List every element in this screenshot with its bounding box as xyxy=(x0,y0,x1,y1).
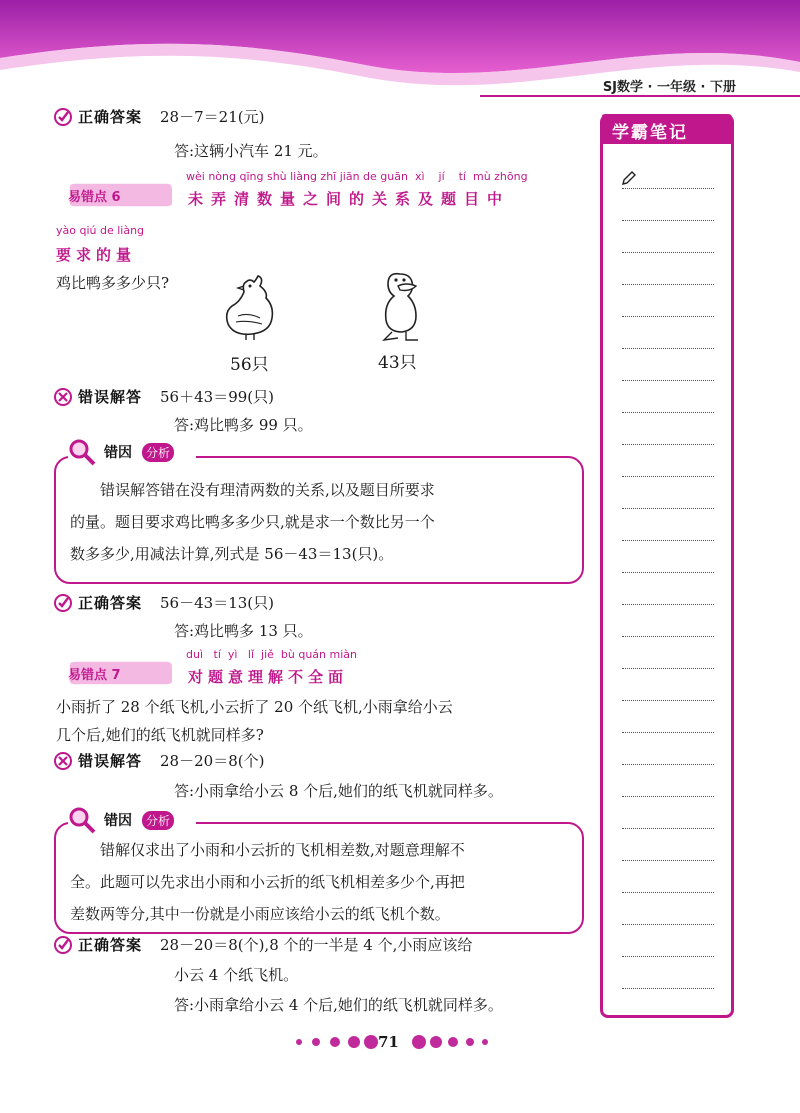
note-line xyxy=(622,732,714,733)
cause-line: 差数两等分,其中一份就是小雨应该给小云的纸飞机个数。 xyxy=(70,905,450,923)
note-line xyxy=(622,508,714,509)
wrong-label: 错误解答 xyxy=(78,752,143,770)
footer-dot xyxy=(466,1038,474,1046)
cause-pill: 分析 xyxy=(142,443,174,462)
note-line xyxy=(622,188,714,189)
cause-line: 错解仅求出了小雨和小云折的飞机相差数,对题意理解不 xyxy=(100,841,465,859)
pinyin-line: duì tí yì lǐ jiě bù quán miàn xyxy=(186,648,357,661)
note-line xyxy=(622,956,714,957)
note-line xyxy=(622,828,714,829)
wrong-answer-text: 答:鸡比鸭多 99 只。 xyxy=(174,416,313,434)
pencil-icon xyxy=(620,170,638,188)
note-line xyxy=(622,700,714,701)
footer-dot xyxy=(412,1035,426,1049)
note-line xyxy=(622,444,714,445)
wrong-label: 错误解答 xyxy=(78,388,143,406)
cause-line: 错误解答错在没有理清两数的关系,以及题目所要求 xyxy=(100,481,435,499)
correct-answer-row xyxy=(54,106,264,127)
note-line xyxy=(622,668,714,669)
checkmark-icon xyxy=(54,594,72,612)
magnifier-icon xyxy=(68,438,96,466)
correct-equation: 56－43＝13(只) xyxy=(160,594,274,612)
note-line xyxy=(622,252,714,253)
footer-dot xyxy=(348,1036,360,1048)
note-line xyxy=(622,412,714,413)
wrong-answer-text: 答:小雨拿给小云 8 个后,她们的纸飞机就同样多。 xyxy=(174,782,503,800)
note-line xyxy=(622,796,714,797)
magnifier-icon xyxy=(68,806,96,834)
error-point-6-title: 未弄清数量之间的关系及题目中 xyxy=(188,190,511,208)
checkmark-icon xyxy=(54,936,72,954)
correct-label: 正确答案 xyxy=(78,936,143,954)
error-point-6-tag: 易错点 6 xyxy=(68,190,121,205)
note-line xyxy=(622,572,714,573)
error-point-7-title: 对题意理解不全面 xyxy=(188,668,349,686)
correct-answer-row xyxy=(54,934,472,955)
correct-label: 正确答案 xyxy=(78,108,143,126)
error-cause-box xyxy=(54,822,584,934)
error-cause-box xyxy=(54,456,584,584)
note-line xyxy=(622,380,714,381)
footer-dot xyxy=(482,1039,488,1045)
cross-icon xyxy=(54,388,72,406)
book-label: SJ数学 · 一年级 · 下册 xyxy=(602,80,736,95)
footer-dot xyxy=(330,1037,340,1047)
cause-line: 数多多少,用减法计算,列式是 56－43＝13(只)。 xyxy=(70,545,394,563)
notes-title: 学霸笔记 xyxy=(612,123,688,143)
note-line xyxy=(622,476,714,477)
wrong-equation: 56＋43＝99(只) xyxy=(160,388,274,406)
note-line xyxy=(622,316,714,317)
correct-equation: 28－7＝21(元) xyxy=(160,108,265,126)
checkmark-icon xyxy=(54,108,72,126)
cause-line: 的量。题目要求鸡比鸭多多少只,就是求一个数比另一个 xyxy=(70,513,435,531)
correct-answer-text: 答:这辆小汽车 21 元。 xyxy=(174,142,328,160)
correct-answer-text: 答:鸡比鸭多 13 只。 xyxy=(174,622,313,640)
correct-label: 正确答案 xyxy=(78,594,143,612)
note-line xyxy=(622,284,714,285)
note-line xyxy=(622,348,714,349)
chicken-count: 56只 xyxy=(230,355,269,375)
question-line: 小雨折了 28 个纸飞机,小云折了 20 个纸飞机,小雨拿给小云 xyxy=(56,698,453,716)
note-line xyxy=(622,220,714,221)
chicken-illustration xyxy=(220,272,278,342)
cause-label: 错因 xyxy=(104,813,132,829)
correct-equation: 28－20＝8(个),8 个的一半是 4 个,小雨应该给 xyxy=(160,936,473,954)
wrong-equation: 28－20＝8(个) xyxy=(160,752,265,770)
cause-pill: 分析 xyxy=(142,811,174,830)
footer-dot xyxy=(448,1037,458,1047)
note-line xyxy=(622,636,714,637)
correct-answer-line: 小云 4 个纸飞机。 xyxy=(174,966,299,984)
pinyin-line-2: yào qiú de liàng xyxy=(56,224,145,237)
page-number: 71 xyxy=(378,1033,399,1051)
pinyin-line: wèi nòng qīng shù liàng zhī jiān de guān xì jí tí mù zhōng xyxy=(186,170,528,183)
note-line xyxy=(622,924,714,925)
cross-icon xyxy=(54,752,72,770)
cause-line: 全。此题可以先求出小雨和小云折的纸飞机相差多少个,再把 xyxy=(70,873,465,891)
cause-label: 错因 xyxy=(104,445,132,461)
note-line xyxy=(622,764,714,765)
note-line xyxy=(622,540,714,541)
duck-count: 43只 xyxy=(378,353,417,373)
footer-dot xyxy=(430,1036,442,1048)
note-line xyxy=(622,860,714,861)
notes-sidebar xyxy=(600,114,734,1018)
duck-illustration xyxy=(376,268,426,344)
wrong-answer-row xyxy=(54,386,274,407)
question-line: 几个后,她们的纸飞机就同样多? xyxy=(56,726,264,744)
footer-dot xyxy=(296,1039,302,1045)
note-line xyxy=(622,604,714,605)
correct-answer-text: 答:小雨拿给小云 4 个后,她们的纸飞机就同样多。 xyxy=(174,996,503,1014)
footer-dot xyxy=(312,1038,320,1046)
correct-answer-row xyxy=(54,592,274,613)
note-line xyxy=(622,892,714,893)
error-point-6-title-2: 要求的量 xyxy=(56,246,137,264)
error-point-7-tag: 易错点 7 xyxy=(68,668,121,683)
note-line xyxy=(622,988,714,989)
wrong-answer-row xyxy=(54,750,264,771)
question-text: 鸡比鸭多多少只? xyxy=(56,274,170,292)
footer-dot xyxy=(364,1035,378,1049)
